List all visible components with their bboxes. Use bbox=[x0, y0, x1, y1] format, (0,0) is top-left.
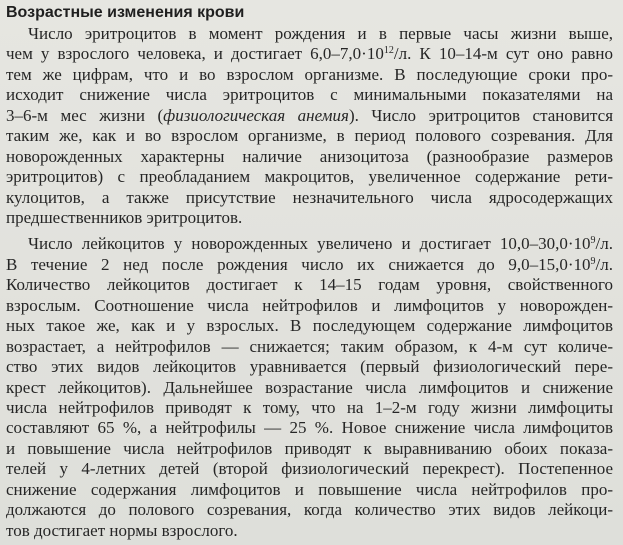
text-line: Количество лейкоцитов достигает к 14–15 годам уровня, свойственного bbox=[6, 275, 613, 295]
text-line: тем же цифрам, что и во взрослом организме. В последующие сроки про- bbox=[6, 64, 613, 84]
text-line: В течение 2 нед после рождения число их снижается до $9,0-15,0\cdot 10^9/л$. bbox=[6, 254, 613, 274]
text-line: должаются до полового созревания, когда количество этих видов лейкоци- bbox=[6, 500, 613, 520]
text-line: Число эритроцитов в момент рождения и в первые часы жизни выше, bbox=[28, 24, 613, 43]
text-line: числа нейтрофилов приводят к тому, что на 1–2-м году жизни лимфоциты bbox=[6, 397, 613, 417]
text-line: и повышение числа нейтрофилов приводят к выравниванию обоих показа- bbox=[6, 438, 613, 458]
text-line: Число лейкоцитов у новорожденных увеличено и достигает $10,0-30,0\cdot 10^9/л$. bbox=[28, 234, 613, 254]
text-line: эритроцитов) с преобладанием макроцитов, увеличенное содержание рети- bbox=[6, 167, 613, 187]
text-line: 3–6-м мес жизни (физиологическая анемия). Число эритроцитов становится bbox=[6, 105, 613, 125]
text-line: составляют 65 %, а нейтрофилы — 25 %. Новое снижение числа лимфоцитов bbox=[6, 418, 613, 438]
text-line: предшественников эритроцитов. bbox=[6, 208, 243, 227]
text-line: возрастает, а нейтрофилов — снижается; таким образом, к 4-м сут количе- bbox=[6, 336, 613, 356]
text-line: телей у 4-летних детей (второй физиологический перекрест). Постепенное bbox=[6, 459, 613, 479]
text-line: крест лейкоцитов). Дальнейшее возрастание числа лимфоцитов и снижение bbox=[6, 377, 613, 397]
text-line: кулоцитов, а также присутствие незначительного числа ядросодержащих bbox=[6, 187, 613, 207]
text-line: тов достигает нормы взрослого. bbox=[6, 520, 238, 540]
text-line: взрослым. Соотношение числа нейтрофилов и лимфоцитов у новорожден- bbox=[6, 295, 613, 315]
text-line: чем у взрослого человека, и достигает $6,0-7,0\cdot 10^{12}/л$. К 10–14-м сут оно равно bbox=[6, 44, 613, 64]
section-heading: Возрастные изменения крови bbox=[6, 4, 245, 21]
text-line: таким же, как и во взрослом организме, в период полового созревания. Для bbox=[6, 126, 613, 146]
text-line: новорожденных характерны наличие анизоцитоза (разнообразие размеров bbox=[6, 146, 613, 166]
text-line: снижение содержания лимфоцитов и повышение числа нейтрофилов про- bbox=[6, 479, 613, 499]
text-line: ство этих видов лейкоцитов уравнивается (первый физиологический пере- bbox=[6, 357, 613, 376]
text-line: исходит снижение числа эритроцитов с минимальными показателями на bbox=[6, 85, 613, 105]
text-line: ных такое же, как и у взрослых. В последующем содержание лимфоцитов bbox=[6, 316, 613, 336]
